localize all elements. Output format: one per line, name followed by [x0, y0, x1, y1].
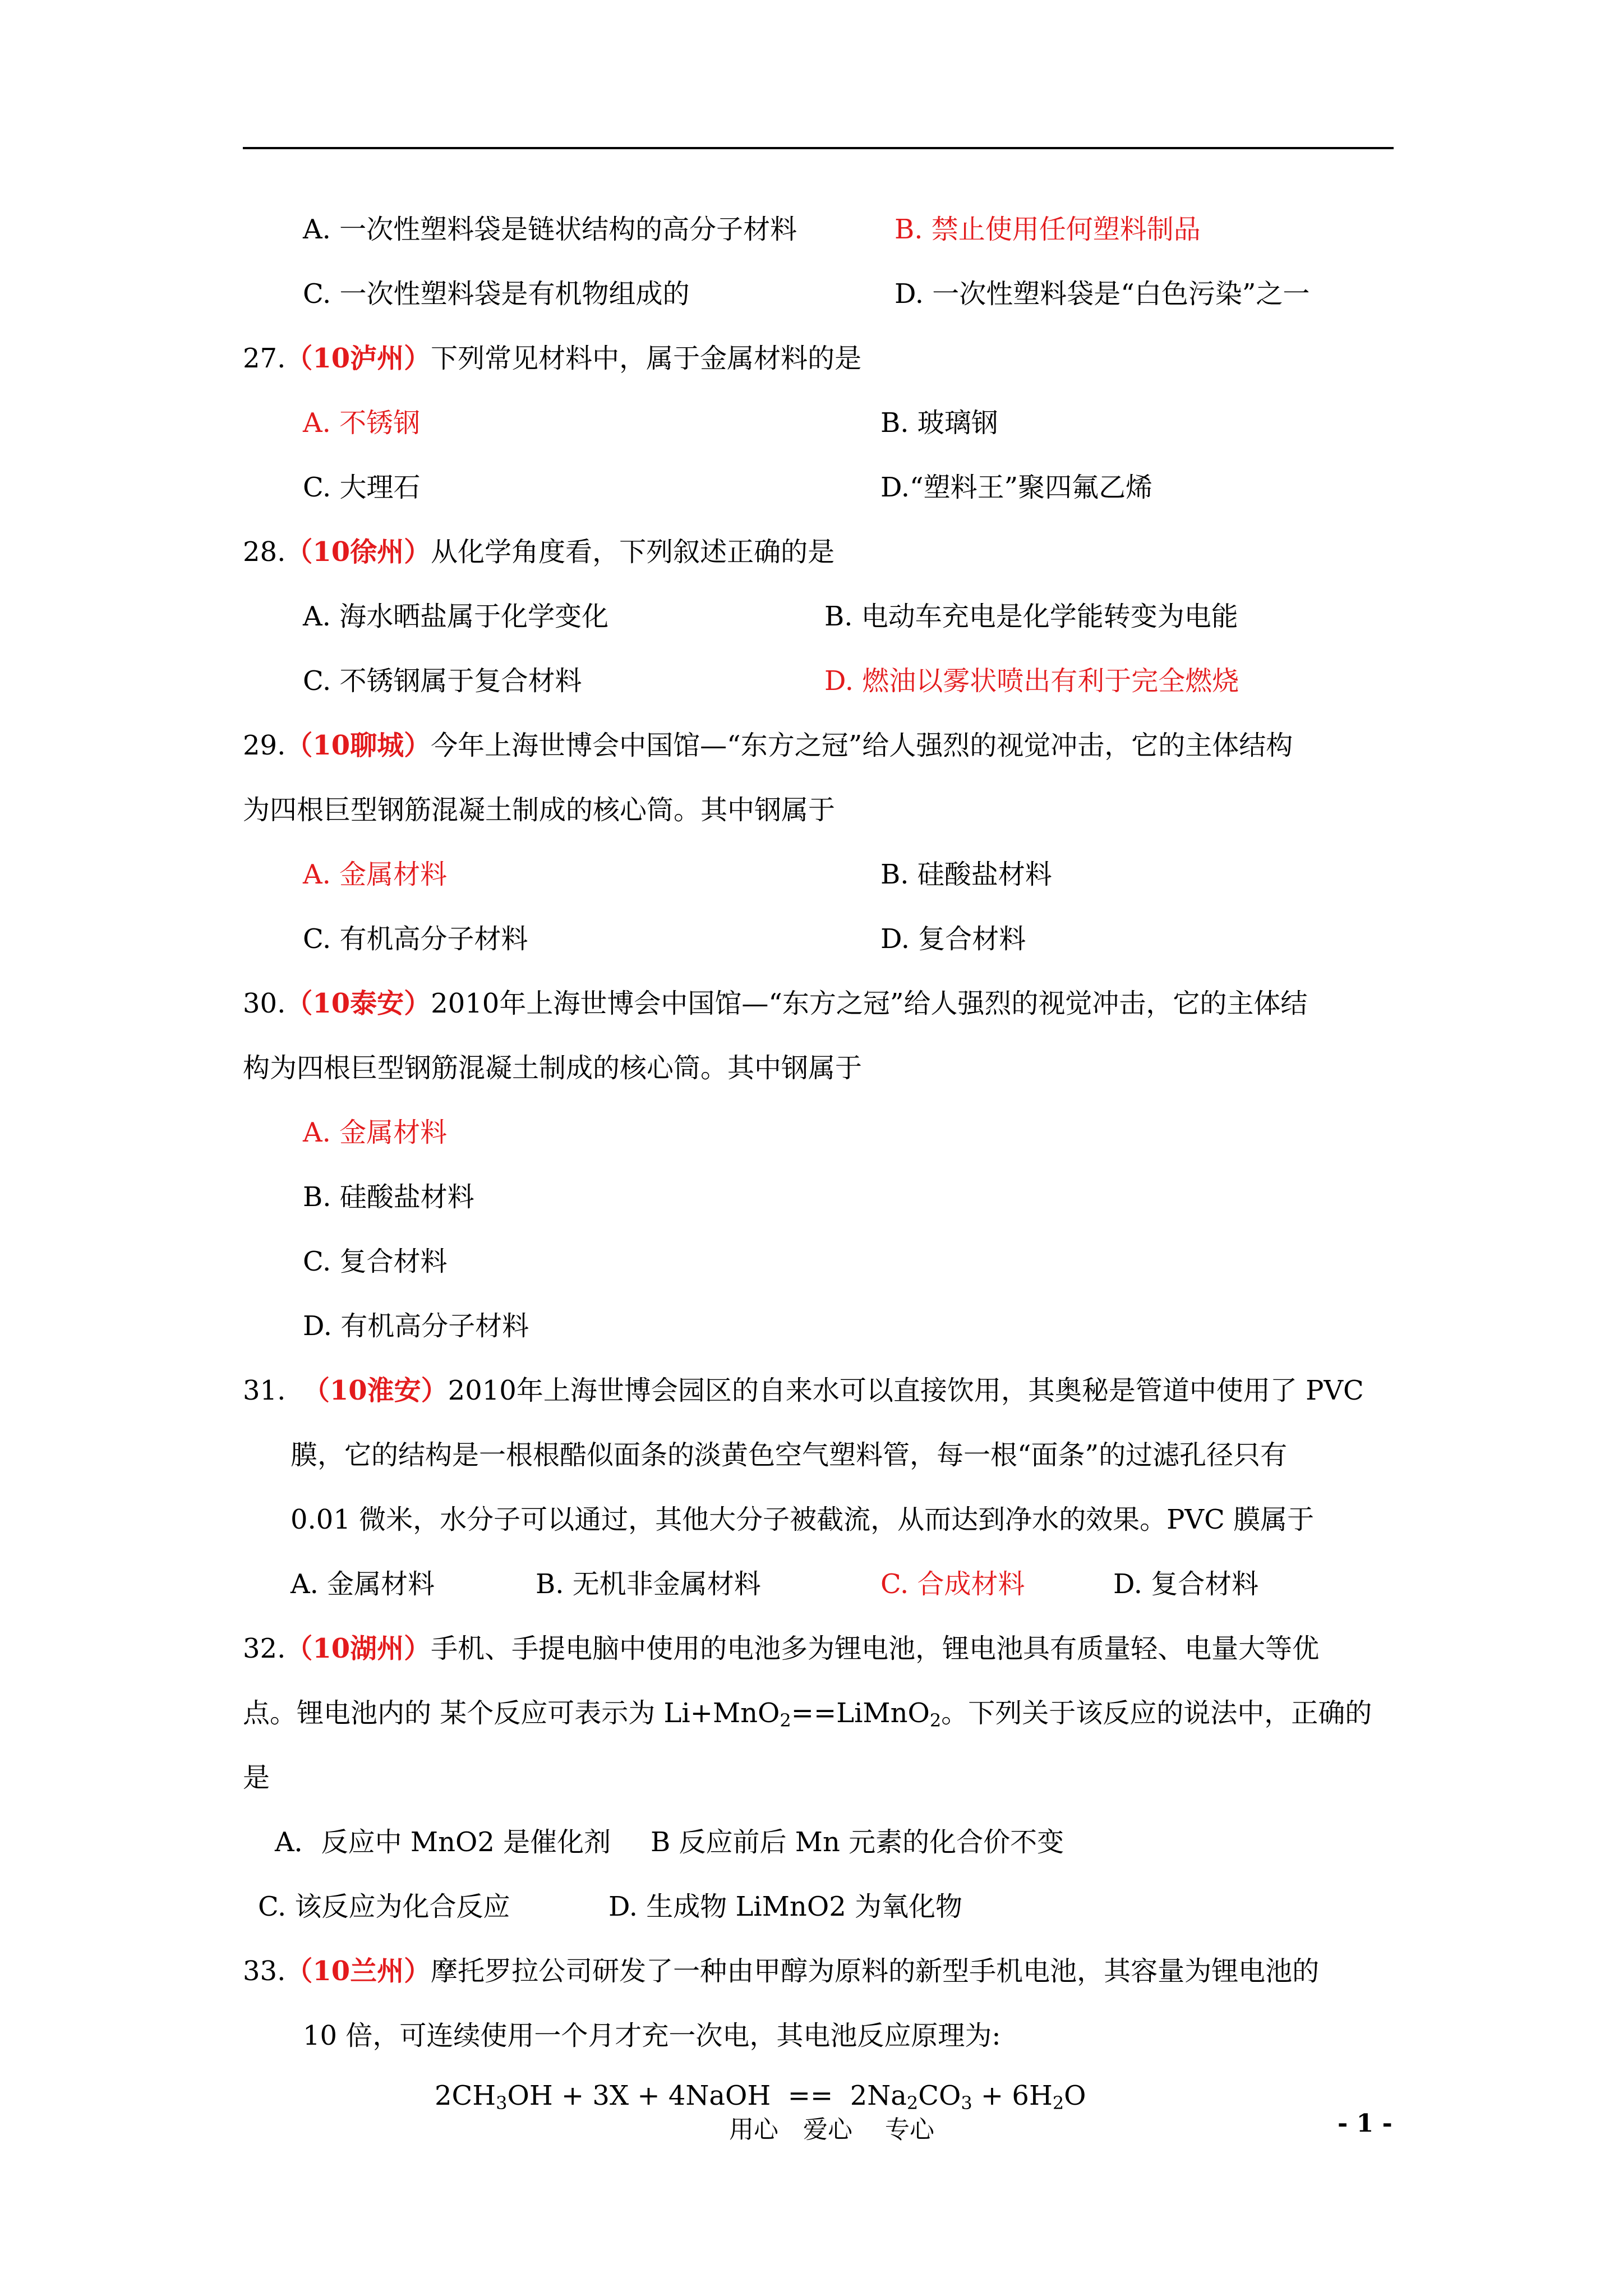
q30-option-d: D. 有机高分子材料	[303, 1310, 529, 1342]
q28-option-b: B. 电动车充电是化学能转变为电能	[824, 601, 1238, 632]
q32-text-2a: 点。锂电池内的 某个反应可表示为 Li+MnO	[243, 1697, 780, 1729]
q30-number: 30.	[243, 988, 286, 1019]
q27-stem	[243, 345, 861, 372]
eq-part-3: CO	[918, 2080, 961, 2111]
q28-option-c: C. 不锈钢属于复合材料	[303, 665, 582, 697]
q33-stem-line1	[243, 1955, 1320, 1987]
q30-source: （10泰安）	[285, 988, 431, 1019]
q28-stem	[243, 536, 835, 568]
q32-stem-line2	[243, 1697, 1372, 1731]
eq-part-2: OH + 3X + 4NaOH == 2Na	[507, 2080, 907, 2111]
q32-option-c: C. 该反应为化合反应	[258, 1891, 510, 1922]
q29-stem-line2: 为四根巨型钢筋混凝土制成的核心筒。其中钢属于	[243, 794, 836, 826]
q27-option-a: A. 不锈钢	[303, 407, 421, 439]
q29-text-1: 今年上海世博会中国馆—“东方之冠”给人强烈的视觉冲击，它的主体结构	[431, 730, 1293, 761]
page-number: - 1 -	[1338, 2109, 1393, 2138]
q31-option-d: D. 复合材料	[1113, 1568, 1259, 1600]
eq-sub-3: 3	[961, 2092, 972, 2114]
q32-subscript-1: 2	[780, 1710, 791, 1731]
q33-equation	[435, 2080, 1086, 2114]
q32-option-b: B 反应前后 Mn 元素的化合价不变	[651, 1826, 1064, 1858]
q32-subscript-2: 2	[929, 1710, 942, 1731]
q32-option-d: D. 生成物 LiMnO2 为氧化物	[608, 1891, 962, 1922]
eq-part-5: O	[1064, 2080, 1086, 2111]
q28-number: 28.	[243, 536, 286, 568]
eq-part-4: + 6H	[972, 2080, 1053, 2111]
q32-source: （10湖州）	[285, 1633, 431, 1664]
q27-option-d: D.“塑料王”聚四氟乙烯	[880, 472, 1153, 503]
eq-part-1: 2CH	[435, 2080, 496, 2111]
q33-stem-line2: 10 倍，可连续使用一个月才充一次电，其电池反应原理为:	[303, 2020, 1001, 2051]
q31-number: 31.	[243, 1375, 286, 1406]
q32-number: 32.	[243, 1633, 286, 1664]
eq-sub-4: 2	[1052, 2092, 1064, 2114]
q30-stem-line2: 构为四根巨型钢筋混凝土制成的核心筒。其中钢属于	[243, 1052, 863, 1084]
q27-option-b: B. 玻璃钢	[880, 407, 998, 439]
q31-source: （10淮安）	[302, 1375, 448, 1406]
q31-stem-line3: 0.01 微米，水分子可以通过，其他大分子被截流，从而达到净水的效果。PVC 膜属于	[291, 1504, 1315, 1535]
q29-number: 29.	[243, 730, 286, 761]
q33-number: 33.	[243, 1955, 286, 1987]
q28-text: 从化学角度看，下列叙述正确的是	[431, 536, 835, 568]
q33-text-1: 摩托罗拉公司研发了一种由甲醇为原料的新型手机电池，其容量为锂电池的	[431, 1955, 1320, 1987]
q30-text-1: 2010年上海世博会中国馆—“东方之冠”给人强烈的视觉冲击，它的主体结	[431, 988, 1308, 1019]
eq-sub-1: 3	[496, 2092, 508, 2114]
q31-stem-line2: 膜，它的结构是一根根酷似面条的淡黄色空气塑料管，每一根“面条”的过滤孔径只有	[291, 1439, 1288, 1471]
q32-stem-line3: 是	[243, 1762, 270, 1793]
q31-text-1: 2010年上海世博会园区的自来水可以直接饮用，其奥秘是管道中使用了 PVC	[448, 1375, 1364, 1406]
q31-option-c: C. 合成材料	[880, 1568, 1025, 1600]
q32-option-a: A．反应中 MnO2 是催化剂	[275, 1826, 611, 1858]
q26-option-c: C. 一次性塑料袋是有机物组成的	[303, 278, 690, 310]
q33-source: （10兰州）	[285, 1955, 431, 1987]
q27-option-c: C. 大理石	[303, 472, 421, 503]
q28-option-a: A. 海水晒盐属于化学变化	[303, 601, 609, 632]
q29-option-d: D. 复合材料	[880, 923, 1026, 955]
q29-option-b: B. 硅酸盐材料	[880, 859, 1052, 890]
q29-option-c: C. 有机高分子材料	[303, 923, 528, 955]
header-rule	[243, 147, 1394, 149]
eq-sub-2: 2	[906, 2092, 919, 2114]
q29-source: （10聊城）	[285, 730, 431, 761]
q26-option-b: B. 禁止使用任何塑料制品	[895, 214, 1201, 245]
q28-source: （10徐州）	[285, 536, 431, 568]
q27-number: 27.	[243, 343, 286, 374]
q30-option-a: A. 金属材料	[303, 1117, 448, 1148]
q28-option-d: D. 燃油以雾状喷出有利于完全燃烧	[824, 665, 1239, 697]
q32-stem-line1	[243, 1635, 1319, 1662]
q30-option-b: B. 硅酸盐材料	[303, 1181, 474, 1213]
q26-option-a: A. 一次性塑料袋是链状结构的高分子材料	[303, 214, 797, 245]
q32-text-2b: ==LiMnO	[791, 1697, 930, 1729]
q31-stem-line1	[243, 1377, 1364, 1404]
q32-text-2c: 。下列关于该反应的说法中，正确的	[941, 1697, 1372, 1729]
q27-source: （10泸州）	[285, 343, 431, 374]
q30-option-c: C. 复合材料	[303, 1246, 448, 1277]
q29-stem-line1	[243, 732, 1293, 759]
q27-text: 下列常见材料中，属于金属材料的是	[431, 343, 862, 374]
q26-option-d: D. 一次性塑料袋是“白色污染”之一	[895, 278, 1310, 310]
q31-option-b: B. 无机非金属材料	[536, 1568, 761, 1600]
q30-stem-line1	[243, 990, 1307, 1017]
footer-motto: 用心 爱心 专心	[729, 2115, 934, 2144]
q29-option-a: A. 金属材料	[303, 859, 448, 890]
q32-text-1: 手机、手提电脑中使用的电池多为锂电池，锂电池具有质量轻、电量大等优	[431, 1633, 1320, 1664]
q31-option-a: A. 金属材料	[291, 1568, 435, 1600]
